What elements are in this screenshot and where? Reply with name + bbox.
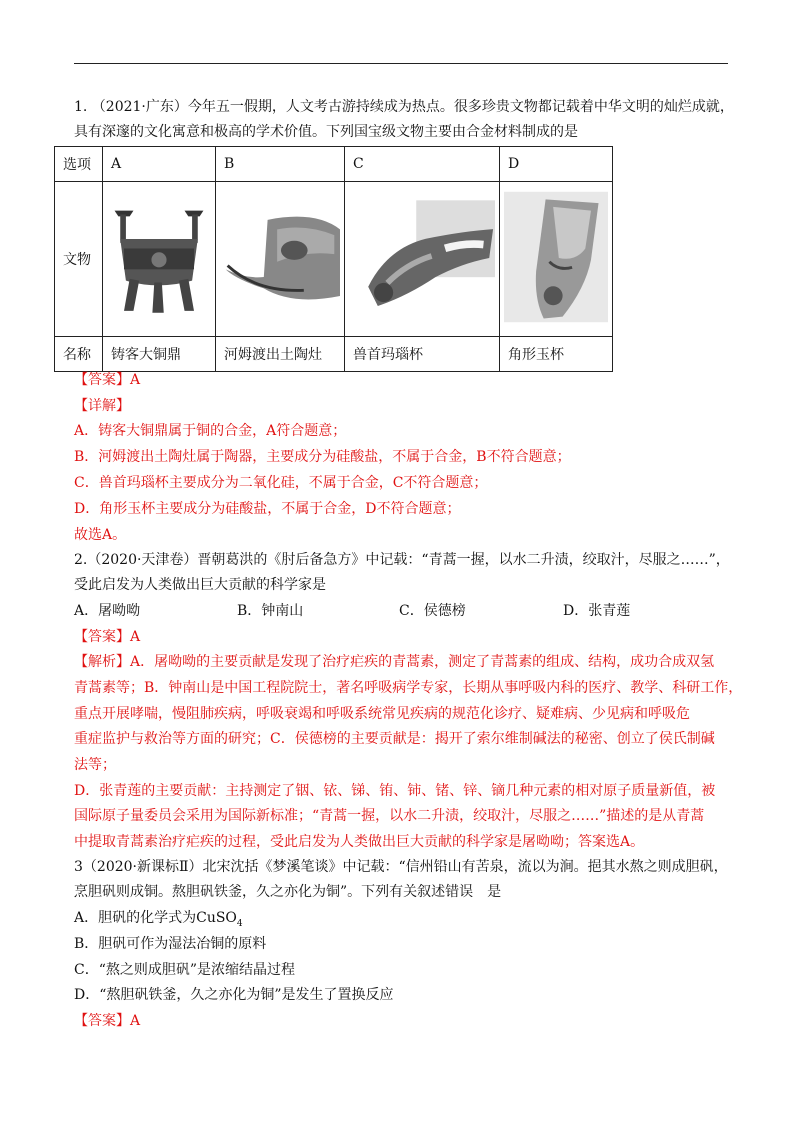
option-c-name: 兽首玛瑙杯 [345,337,500,372]
q1-detail-d: D．角形玉杯主要成分为硅酸盐，不属于合金，D不符合题意； [74,501,461,517]
q3-stem-line2: 烹胆矾则成铜。熬胆矾铁釜，久之亦化为铜”。下列有关叙述错误 是 [74,884,502,900]
q3-option-b: B．胆矾可作为湿法冶铜的原料 [74,936,267,952]
option-c-letter: C [345,147,500,182]
q1-conclusion: 故选A。 [74,527,127,543]
q2-analysis-4: 重症监护与救治等方面的研究；C．侯德榜的主要贡献是：揭开了索尔维制碱法的秘密、创立了侯氏制碱 [74,731,715,747]
q1-stem-line2: 具有深邃的文化寓意和极高的学术价值。下列国宝级文物主要由合金材料制成的是 [74,124,578,140]
row-label-name: 名称 [55,337,103,372]
agate-rhyton-image [349,188,495,326]
row-label-artifact: 文物 [55,182,103,337]
artifact-a-cell [103,182,216,337]
q2-stem-line1: 2.（2020·天津卷）晋朝葛洪的《肘后备急方》中记载：“青蒿一握，以水二升渍，绞取汁，尽服之……”， [74,552,730,568]
q1-options-table [54,146,613,372]
q2-option-d: D．张青莲 [563,603,631,619]
artifact-c-cell [345,182,500,337]
q1-detail-a: A．铸客大铜鼎属于铜的合金，A符合题意； [74,423,347,439]
q1-stem-line1: 1. （2021·广东）今年五一假期，人文考古游持续成为热点。很多珍贵文物都记载着中华文明的灿烂成就， [74,99,734,115]
q2-stem-line2: 受此启发为人类做出巨大贡献的科学家是 [74,577,326,593]
q2-analysis-2: 青蒿素等；B．钟南山是中国工程院院士，著名呼吸病学专家，长期从事呼吸内科的医疗、教学、科研工作， [74,680,743,696]
q2-analysis-3: 重点开展哮喘，慢阻肺疾病，呼吸衰竭和呼吸系统常见疾病的规范化诊疗、疑难病、少见病和呼吸危 [74,706,690,722]
pottery-stove-image [220,188,340,326]
q1-detail-title: 【详解】 [74,398,130,414]
row-label-option: 选项 [55,147,103,182]
q2-analysis-1: 【解析】A．屠呦呦的主要贡献是发现了治疗疟疾的青蒿素，测定了青蒿素的组成、结构，成功合成双氢 [74,654,715,670]
artifact-d-cell [500,182,613,337]
q2-analysis-5: 法等； [74,757,116,773]
q3-answer: 【答案】A [74,1013,141,1029]
q2-analysis-6: D．张青莲的主要贡献：主持测定了铟、铱、锑、铕、铈、锗、锌、镝几种元素的相对原子质量新值，被 [74,783,716,799]
q2-option-c: C．侯德榜 [399,603,466,619]
q2-answer: 【答案】A [74,629,141,645]
q3-option-c: C．“熬之则成胆矾”是浓缩结晶过程 [74,962,296,978]
q1-detail-b: B．河姆渡出土陶灶属于陶器，主要成分为硅酸盐，不属于合金，B不符合题意； [74,449,571,465]
q3-option-d: D．“熬胆矾铁釜，久之亦化为铜”是发生了置换反应 [74,987,394,1003]
bronze-ding-image [107,188,211,326]
header-rule [74,63,728,64]
q2-option-b: B．钟南山 [237,603,304,619]
artifact-b-cell [216,182,345,337]
q3-stem-line1: 3（2020·新课标Ⅱ）北宋沈括《梦溪笔谈》中记载：“信州铅山有苦泉，流以为涧。挹其水熬之则成胆矾， [74,859,728,875]
q2-analysis-7: 国际原子量委员会采用为国际新标准；“青蒿一握，以水二升渍，绞取汁，尽服之……”描述的是从青蒿 [74,808,705,824]
q1-answer: 【答案】A [74,372,141,388]
q2-option-a: A．屠呦呦 [74,603,141,619]
option-a-letter: A [103,147,216,182]
q3-option-a [74,908,243,934]
q1-detail-c: C．兽首玛瑙杯主要成分为二氧化硅，不属于合金，C不符合题意； [74,475,488,491]
option-b-letter: B [216,147,345,182]
q2-analysis-8: 中提取青蒿素治疗疟疾的过程，受此启发为人类做出巨大贡献的科学家是屠呦呦；答案选A。 [74,834,645,850]
option-d-letter: D [500,147,613,182]
jade-horn-cup-image [504,188,608,326]
q3-option-a-subscript: 4 [236,918,243,929]
option-a-name: 铸客大铜鼎 [103,337,216,372]
q3-option-a-text: A．胆矾的化学式为CuSO [74,910,237,926]
option-b-name: 河姆渡出土陶灶 [216,337,345,372]
option-d-name: 角形玉杯 [500,337,613,372]
